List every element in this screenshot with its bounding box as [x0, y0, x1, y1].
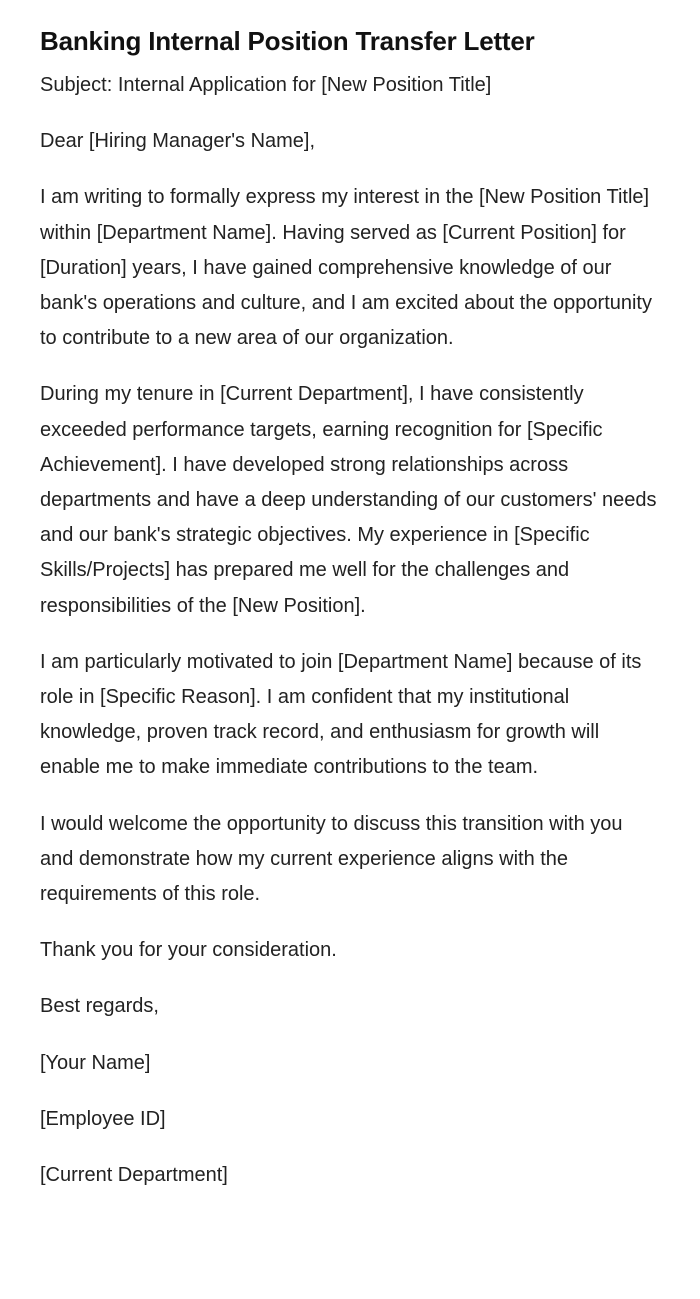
letter-salutation: Dear [Hiring Manager's Name],: [40, 130, 316, 153]
letter-title: Banking Internal Position Transfer Letter: [40, 26, 535, 56]
letter-paragraph-intro: I am writing to formally express my interest in the [New Position Title] within [Department Name]. Having served as [Current Position] for [Duration] years, I have gained comprehensive knowledge of our bank's operations and culture, and I am excited about the opportunity to contribute to a new area of our organization.: [40, 186, 652, 350]
letter-subject: Subject: Internal Application for [New Position Title]: [40, 74, 492, 96]
letter-closing: Best regards,: [40, 995, 159, 1018]
letter-paragraph-experience: During my tenure in [Current Department], I have consistently exceeded performance targets, earning recognition for [Specific Achievement]. I have developed strong relationships across departments and have a deep understanding of our customers' needs and our bank's strategic objectives. My experience in [Specific Skills/Projects] has prepared me well for the challenges and responsibilities of the [New Position].: [40, 383, 657, 617]
signature-name: [Your Name]: [40, 1051, 151, 1074]
signature-department: [Current Department]: [40, 1164, 228, 1187]
letter-thanks: Thank you for your consideration.: [40, 939, 337, 962]
letter-paragraph-request: I would welcome the opportunity to discuss this transition with you and demonstrate how my current experience aligns with the requirements of this role.: [40, 812, 623, 906]
letter-paragraph-motivation: I am particularly motivated to join [Department Name] because of its role in [Specific Reason]. I am confident that my institutional knowledge, proven track record, and enthusiasm for growth will enable me to make immediate contributions to the team.: [40, 650, 642, 779]
signature-employee-id: [Employee ID]: [40, 1107, 166, 1130]
